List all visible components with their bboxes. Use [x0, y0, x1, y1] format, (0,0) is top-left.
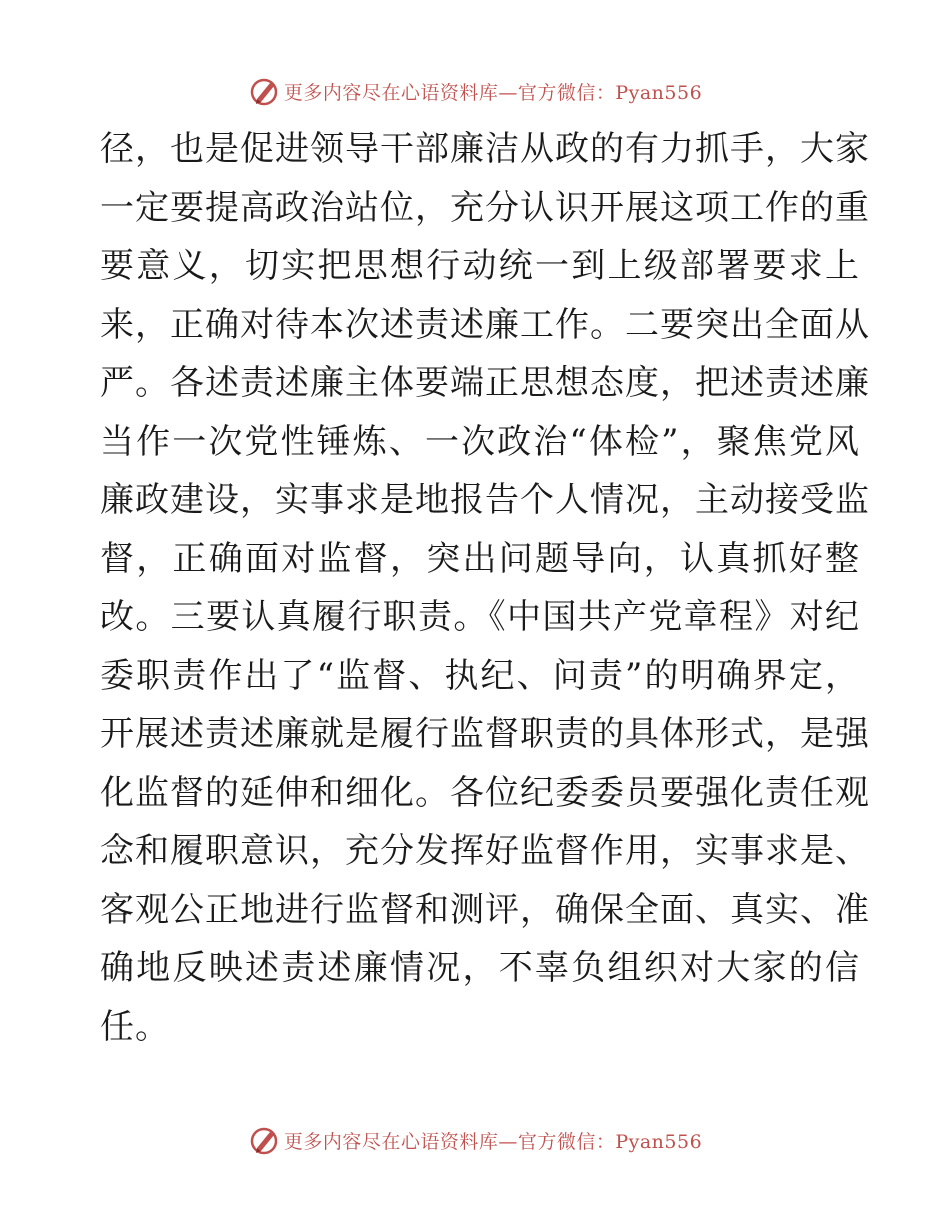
body-line: 确地反映述责述廉情况，不辜负组织对大家的信	[100, 948, 860, 988]
body-line: 一定要提高政治站位，充分认识开展这项工作的重	[100, 187, 870, 228]
body-line: 径，也是促进领导干部廉洁从政的有力抓手，大家	[100, 129, 870, 169]
body-line: 廉政建设，实事求是地报告个人情况，主动接受监	[100, 480, 870, 520]
body-line: 念和履职意识，充分发挥好监督作用，实事求是、	[100, 831, 870, 871]
body-line: 严。各述责述廉主体要端正思想态度，把述责述廉	[100, 363, 870, 403]
body-line: 督，正确面对监督，突出问题导向，认真抓好整	[100, 538, 860, 579]
body-line: 任。	[100, 1006, 170, 1047]
body-line: 化监督的延伸和细化。各位纪委委员要强化责任观	[100, 772, 870, 813]
body-line: 要意义，切实把思想行动统一到上级部署要求上	[100, 246, 860, 286]
footer-watermark-banner	[0, 1120, 950, 1160]
header-banner-text: 更多内容尽在心语资料库—官方微信：Pyan556	[283, 81, 703, 104]
body-line: 开展述责述廉就是履行监督职责的具体形式，是强	[100, 714, 870, 754]
body-line: 委职责作出了“监督、执纪、问责”的明确界定，	[100, 655, 860, 696]
body-line: 客观公正地进行监督和测评，确保全面、真实、准	[100, 889, 870, 930]
document-body	[100, 120, 870, 1056]
body-line: 当作一次党性锤炼、一次政治“体检”，聚焦党风	[100, 421, 860, 462]
pen-logo-icon	[248, 75, 280, 107]
pen-logo-icon	[248, 1124, 280, 1156]
body-line: 来，正确对待本次述责述廉工作。二要突出全面从	[100, 304, 870, 345]
header-watermark-banner	[0, 71, 950, 111]
footer-banner-text: 更多内容尽在心语资料库—官方微信：Pyan556	[283, 1130, 703, 1153]
body-line: 改。三要认真履行职责。《中国共产党章程》对纪	[100, 597, 860, 637]
